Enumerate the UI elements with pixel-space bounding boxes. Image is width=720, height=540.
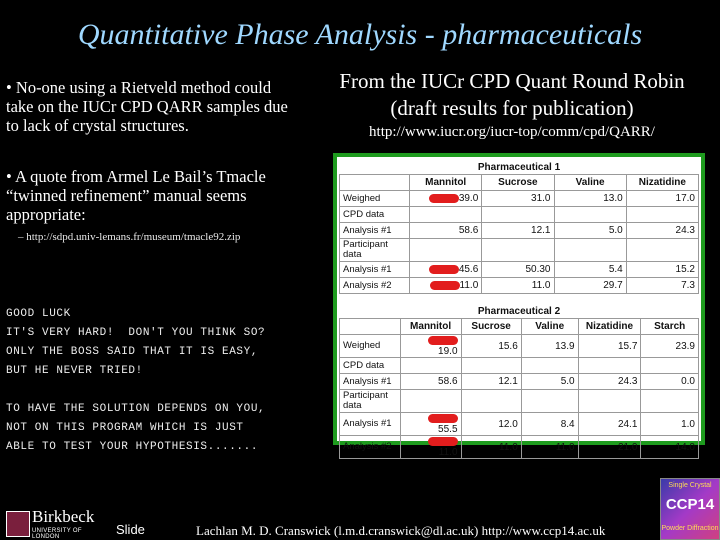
table-cell: 5.0 [554, 223, 626, 239]
redaction-mark [429, 265, 459, 274]
table-cell: 31.0 [482, 191, 554, 207]
table-row [340, 191, 699, 207]
redaction-mark [430, 281, 460, 290]
column-header: Valine [554, 175, 626, 191]
redaction-mark [429, 194, 459, 203]
corner-cell [340, 175, 410, 191]
column-header: Mannitol [410, 175, 482, 191]
table-cell: 12.0 [461, 413, 521, 436]
table-cell: 5.4 [554, 262, 626, 278]
table-cell: 24.3 [626, 223, 698, 239]
table-cell [626, 207, 698, 223]
cell-value: 55.5 [438, 424, 458, 435]
table-cell: 7.3 [626, 278, 698, 294]
table-cell [554, 207, 626, 223]
table-cell: 12.1 [461, 374, 521, 390]
quote-part-2: TO HAVE THE SOLUTION DEPENDS ON YOU, NOT ON THIS PROGRAM WHICH IS JUST ABLE TO TEST YOUR HYPOTHESIS....... [6, 403, 266, 453]
round-robin-heading-line1: From the IUCr CPD Quant Round Robin [339, 69, 685, 93]
table-cell: 15.2 [626, 262, 698, 278]
table-pharmaceutical-2 [339, 305, 699, 459]
table-header-row [340, 319, 699, 335]
row-label: Analysis #2 [340, 436, 401, 459]
column-header: Starch [641, 319, 699, 335]
table-cell: 0.0 [641, 374, 699, 390]
row-label: Participant data [340, 239, 410, 262]
table-cell [641, 358, 699, 374]
corner-cell [340, 319, 401, 335]
table-cell [400, 358, 461, 374]
row-label: Analysis #1 [340, 262, 410, 278]
table-cell [410, 191, 482, 207]
table-cell: 21.0 [578, 436, 641, 459]
table-cell: 11.0 [461, 436, 521, 459]
table-cell [641, 390, 699, 413]
row-label: Analysis #1 [340, 413, 401, 436]
table-cell: 12.1 [482, 223, 554, 239]
table-cell: 15.6 [461, 335, 521, 358]
column-header: Nizatidine [578, 319, 641, 335]
row-label: CPD data [340, 358, 401, 374]
row-label: Analysis #2 [340, 278, 410, 294]
tmacle-quote [6, 305, 265, 457]
row-label: CPD data [340, 207, 410, 223]
table-cell: 29.7 [554, 278, 626, 294]
table-caption: Pharmaceutical 2 [477, 306, 561, 317]
table-cell [400, 390, 461, 413]
ccp14-logo-top: Single Crystal [668, 482, 712, 489]
table-cell: 58.6 [400, 374, 461, 390]
table-cell: 24.1 [578, 413, 641, 436]
redaction-mark [428, 414, 458, 423]
table-caption: Pharmaceutical 1 [477, 162, 561, 173]
table-cell: 8.4 [521, 413, 578, 436]
cell-value: 19.0 [438, 346, 458, 357]
round-robin-url[interactable]: http://www.iucr.org/iucr-top/comm/cpd/QARR/ [369, 124, 655, 140]
ccp14-logo-main: CCP14 [665, 496, 715, 513]
table-cell [626, 239, 698, 262]
table-row [340, 358, 699, 374]
table-row [340, 278, 699, 294]
table-row [340, 436, 699, 459]
table-cell [400, 413, 461, 436]
cell-value: 45.6 [458, 264, 479, 275]
table-row [340, 239, 699, 262]
table-cell: 15.7 [578, 335, 641, 358]
table-cell [410, 239, 482, 262]
ccp14-logo-bottom: Powder Diffraction [661, 525, 719, 532]
redaction-mark [428, 437, 458, 446]
table-cell: 17.0 [626, 191, 698, 207]
column-header: Mannitol [400, 319, 461, 335]
row-label: Analysis #1 [340, 374, 401, 390]
table-row [340, 207, 699, 223]
table-cell: 11.0 [482, 278, 554, 294]
column-header: Nizatidine [626, 175, 698, 191]
cell-value: 11.0 [459, 280, 479, 291]
table-cell [482, 239, 554, 262]
table-row [340, 374, 699, 390]
birkbeck-subtitle: UNIVERSITY OF LONDON [32, 528, 82, 540]
table-cell: 24.3 [578, 374, 641, 390]
table-header-row [340, 175, 699, 191]
ccp14-logo [660, 478, 720, 540]
quote-part-1: GOOD LUCK IT'S VERY HARD! DON'T YOU THINK SO? ONLY THE BOSS SAID THAT IT IS EASY, BUT HE NEVER TRIED! [6, 308, 266, 377]
table-cell: 13.0 [554, 191, 626, 207]
table-cell: 14.0 [641, 436, 699, 459]
table-pharmaceutical-1 [339, 161, 699, 294]
table-cell [578, 358, 641, 374]
results-panel [333, 153, 705, 458]
table-cell [461, 390, 521, 413]
bullet-rietveld: • No-one using a Rietveld method could take on the IUCr CPD QARR samples due to lack of crystal structures. [6, 78, 288, 135]
table-row [340, 413, 699, 436]
cell-value: 39.0 [458, 193, 479, 204]
table-cell: 1.0 [641, 413, 699, 436]
table-cell [521, 358, 578, 374]
table-cell [410, 262, 482, 278]
birkbeck-name: Birkbeck [32, 507, 95, 526]
table-cell: 13.9 [521, 335, 578, 358]
redaction-mark [428, 336, 458, 345]
bullet-quote: • A quote from Armel Le Bail’s Tmacle “twinned refinement” manual seems appropriate: [6, 167, 266, 224]
table-cell: 5.0 [521, 374, 578, 390]
round-robin-heading-line2: (draft results for publication) [390, 96, 634, 120]
table-cell: 50.30 [482, 262, 554, 278]
cell-value: 11.0 [438, 447, 458, 458]
row-label: Participant data [340, 390, 401, 413]
column-header: Valine [521, 319, 578, 335]
table-cell: 11.0 [521, 436, 578, 459]
birkbeck-logo [3, 507, 107, 539]
table-cell [400, 335, 461, 358]
table-cell [482, 207, 554, 223]
row-label: Analysis #1 [340, 223, 410, 239]
table-cell [521, 390, 578, 413]
row-label: Weighed [340, 335, 401, 358]
table-cell [400, 436, 461, 459]
table-cell [410, 278, 482, 294]
table-row [340, 390, 699, 413]
slide-label: Slide [116, 522, 145, 537]
tmacle-link[interactable]: – http://sdpd.univ-lemans.fr/museum/tmacle92.zip [18, 231, 241, 243]
row-label: Weighed [340, 191, 410, 207]
table-cell [410, 207, 482, 223]
table-cell [554, 239, 626, 262]
table-cell: 23.9 [641, 335, 699, 358]
table-cell [578, 390, 641, 413]
crest-icon [6, 511, 30, 537]
footer-credit: Lachlan M. D. Cranswick (l.m.d.cranswick@dl.ac.uk) http://www.ccp14.ac.uk [196, 523, 606, 538]
column-header: Sucrose [461, 319, 521, 335]
column-header: Sucrose [482, 175, 554, 191]
table-row [340, 335, 699, 358]
table-row [340, 223, 699, 239]
slide-title: Quantitative Phase Analysis - pharmaceuticals [77, 18, 643, 51]
left-column [6, 78, 298, 247]
table-row [340, 262, 699, 278]
table-cell: 58.6 [410, 223, 482, 239]
round-robin-heading [306, 68, 718, 122]
table-cell [461, 358, 521, 374]
